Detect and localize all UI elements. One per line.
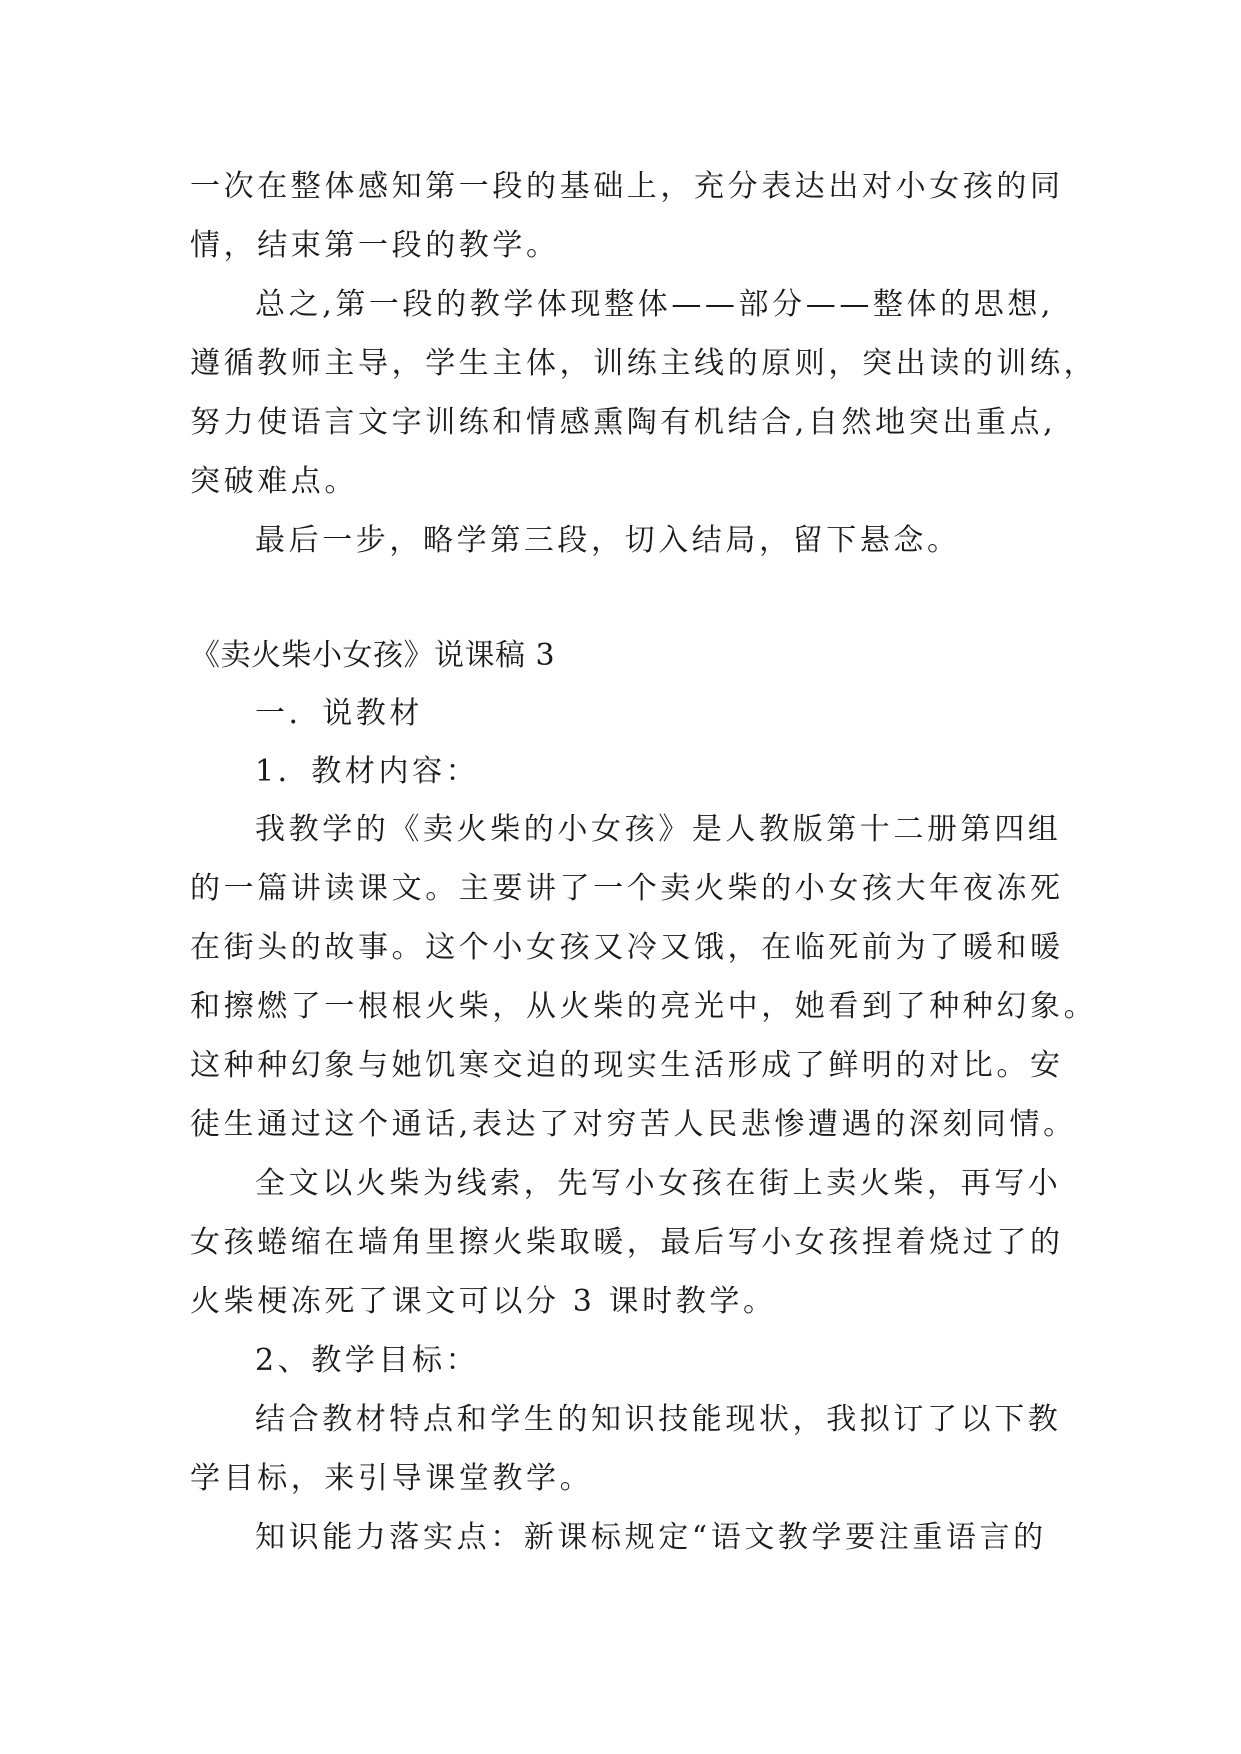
paragraph-start: 最后一步，略学第三段，切入结局，留下悬念。 <box>255 523 961 558</box>
text-line: 的一篇讲读课文。主要讲了一个卖火柴的小女孩大年夜冻死 <box>190 871 1064 906</box>
paragraph-start: 总之,第一段的教学体现整体——部分——整体的思想, <box>255 287 1055 322</box>
paragraph-start: 我教学的《卖火柴的小女孩》是人教版第十二册第四组 <box>255 812 1062 847</box>
subsection-heading: 1．教材内容： <box>255 754 480 789</box>
paragraph-start: 结合教材特点和学生的知识技能现状，我拟订了以下教 <box>255 1402 1062 1437</box>
text-line: 学目标，来引导课堂教学。 <box>190 1461 594 1496</box>
text-line: 突破难点。 <box>190 464 358 499</box>
paragraph-start: 知识能力落实点：新课标规定“语文教学要注重语言的 <box>255 1520 1047 1555</box>
text-line: 徒生通过这个通话,表达了对穷苦人民悲惨遭遇的深刻同情。 <box>190 1107 1077 1142</box>
text-line: 一次在整体感知第一段的基础上，充分表达出对小女孩的同 <box>190 169 1064 204</box>
text-line: 女孩蜷缩在墙角里擦火柴取暖，最后写小女孩捏着烧过了的 <box>190 1225 1064 1260</box>
text-line: 和擦燃了一根根火柴，从火柴的亮光中，她看到了种种幻象。 <box>190 989 1098 1024</box>
text-line: 火柴梗冻死了课文可以分 3 课时教学。 <box>190 1284 777 1319</box>
text-line: 遵循教师主导，学生主体，训练主线的原则，突出读的训练， <box>190 346 1098 381</box>
section-title: 《卖火柴小女孩》说课稿 3 <box>190 638 556 673</box>
text-line: 努力使语言文字训练和情感熏陶有机结合,自然地突出重点, <box>190 405 1057 440</box>
paragraph-start: 全文以火柴为线索，先写小女孩在街上卖火柴，再写小 <box>255 1166 1062 1201</box>
text-line: 这种种幻象与她饥寒交迫的现实生活形成了鲜明的对比。安 <box>190 1048 1064 1083</box>
section-heading: 一．说教材 <box>255 696 423 731</box>
text-line: 在街头的故事。这个小女孩又冷又饿，在临死前为了暖和暖 <box>190 930 1064 965</box>
subsection-heading: 2、教学目标： <box>255 1343 480 1378</box>
text-line: 情，结束第一段的教学。 <box>190 228 560 263</box>
